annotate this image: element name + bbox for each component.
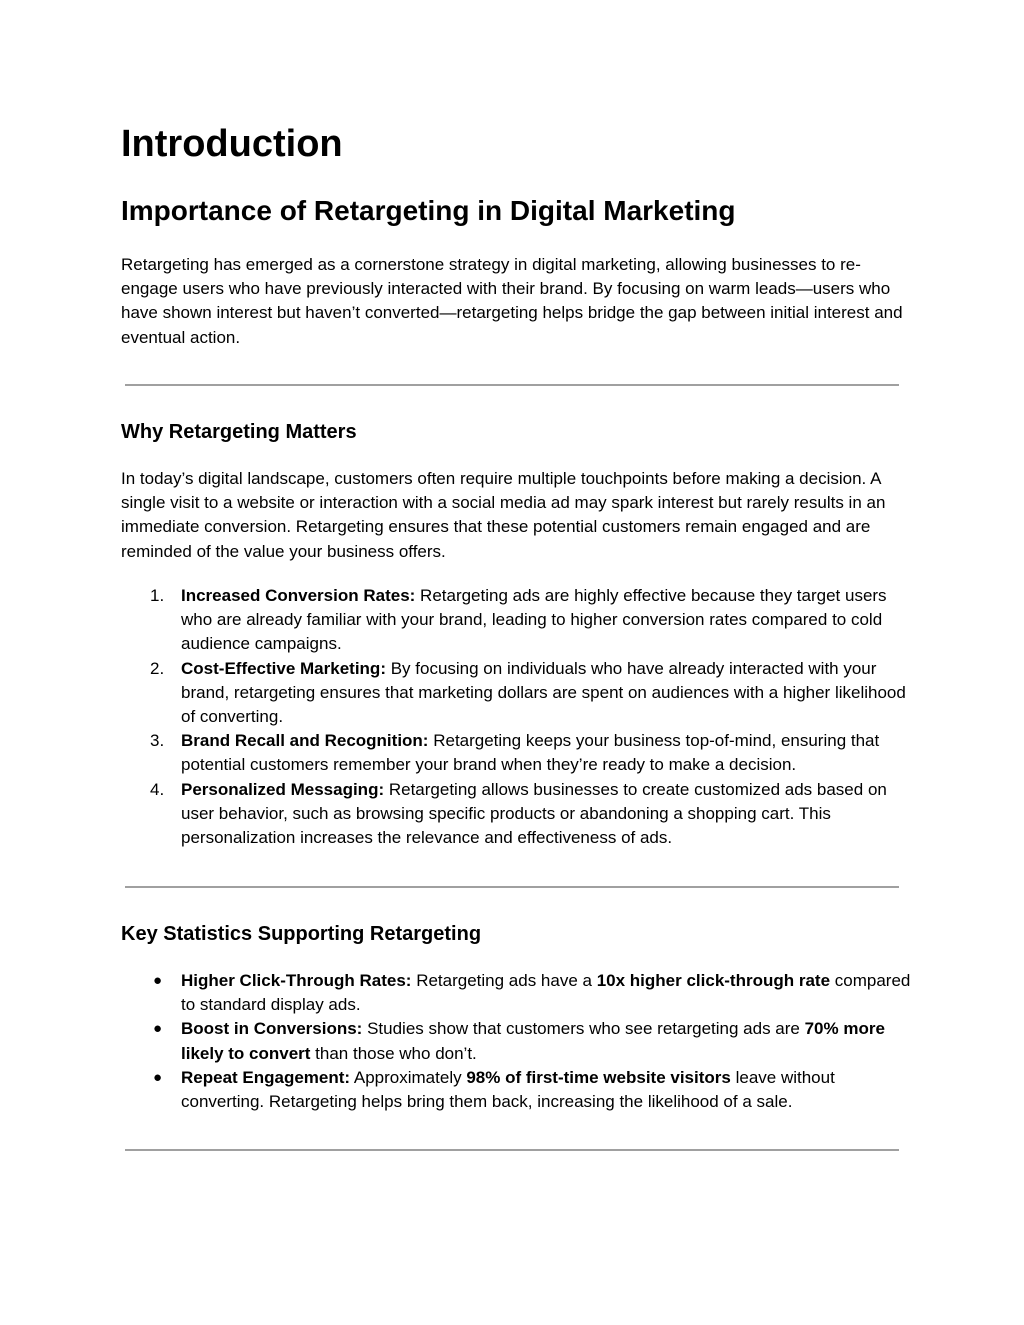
list-item-text: than those who don’t. bbox=[310, 1043, 477, 1063]
list-item-label: Cost-Effective Marketing: bbox=[181, 658, 386, 678]
horizontal-divider bbox=[125, 1149, 899, 1151]
list-item-text: Retargeting keeps your business top-of-mind, ensuring that potential customers remember your brand when they’re ready to make a decision. bbox=[181, 731, 880, 775]
page-subtitle: Importance of Retargeting in Digital Marketing bbox=[121, 195, 736, 226]
list-item bbox=[121, 1066, 911, 1114]
list-item-text: Approximately bbox=[350, 1067, 467, 1087]
list-item-text: Studies show that customers who see retargeting ads are bbox=[362, 1019, 805, 1039]
stats-section-heading: Key Statistics Supporting Retargeting bbox=[121, 923, 482, 945]
list-item bbox=[121, 584, 911, 657]
list-item bbox=[121, 729, 911, 777]
list-item-label: Personalized Messaging: bbox=[181, 779, 385, 799]
why-section-heading: Why Retargeting Matters bbox=[121, 421, 357, 443]
list-item-text: By focusing on individuals who have already interacted with your brand, retargeting ensures that marketing dollars are spent on audiences with a higher likelihood of converting. bbox=[181, 658, 906, 727]
list-item bbox=[121, 657, 911, 730]
bullet-icon: ● bbox=[153, 1068, 163, 1086]
list-number: 3. bbox=[150, 731, 165, 751]
page-title: Introduction bbox=[121, 123, 343, 165]
list-item-label: Higher Click-Through Rates: bbox=[181, 971, 412, 990]
horizontal-divider bbox=[125, 886, 899, 888]
list-item-label: Brand Recall and Recognition: bbox=[181, 731, 429, 751]
list-number: 1. bbox=[150, 586, 165, 605]
list-item-emphasis: 98% of first-time website visitors bbox=[466, 1067, 731, 1087]
bullet-icon: ● bbox=[153, 1020, 163, 1038]
list-item-text: compared to standard display ads. bbox=[181, 971, 911, 1015]
list-item bbox=[121, 778, 911, 851]
list-item bbox=[121, 1017, 911, 1065]
list-item-label: Repeat Engagement: bbox=[181, 1067, 351, 1087]
bullet-icon: ● bbox=[153, 972, 163, 989]
stats-list bbox=[121, 969, 911, 1114]
list-item-text: Retargeting ads have a bbox=[411, 971, 597, 990]
list-number: 4. bbox=[150, 779, 165, 799]
list-item-label: Increased Conversion Rates: bbox=[181, 586, 416, 605]
list-item-text: Retargeting ads are highly effective because they target users who are already familiar with your brand, leading to higher conversion rates compared to cold audience campaigns. bbox=[181, 586, 887, 654]
benefits-list bbox=[121, 584, 911, 850]
list-item-emphasis: 70% more likely to convert bbox=[181, 1019, 885, 1063]
list-item-emphasis: 10x higher click-through rate bbox=[596, 971, 831, 990]
intro-paragraph: Retargeting has emerged as a cornerstone strategy in digital marketing, allowing businesses to re-engage users who have previously interacted with their brand. By focusing on warm leads—users who have shown interest but haven’t converted—retargeting helps bridge the gap between initial interest and eventual action. bbox=[121, 255, 903, 347]
list-number: 2. bbox=[150, 658, 165, 678]
list-item bbox=[121, 969, 911, 1017]
why-section-paragraph: In today’s digital landscape, customers often require multiple touchpoints before making a decision. A single visit to a website or interaction with a social media ad may spark interest but rarely results in an immediate conversion. Retargeting ensures that these potential customers remain engaged and are reminded of the value your business offers. bbox=[121, 469, 886, 561]
list-item-label: Boost in Conversions: bbox=[181, 1019, 363, 1039]
list-item-text: Retargeting allows businesses to create customized ads based on user behavior, such as browsing specific products or abandoning a shopping cart. This personalization increases the relevance and effectiveness of ads. bbox=[181, 779, 887, 848]
list-item-text: leave without converting. Retargeting helps bring them back, increasing the likelihood of a sale. bbox=[181, 1067, 835, 1112]
horizontal-divider bbox=[125, 384, 899, 386]
